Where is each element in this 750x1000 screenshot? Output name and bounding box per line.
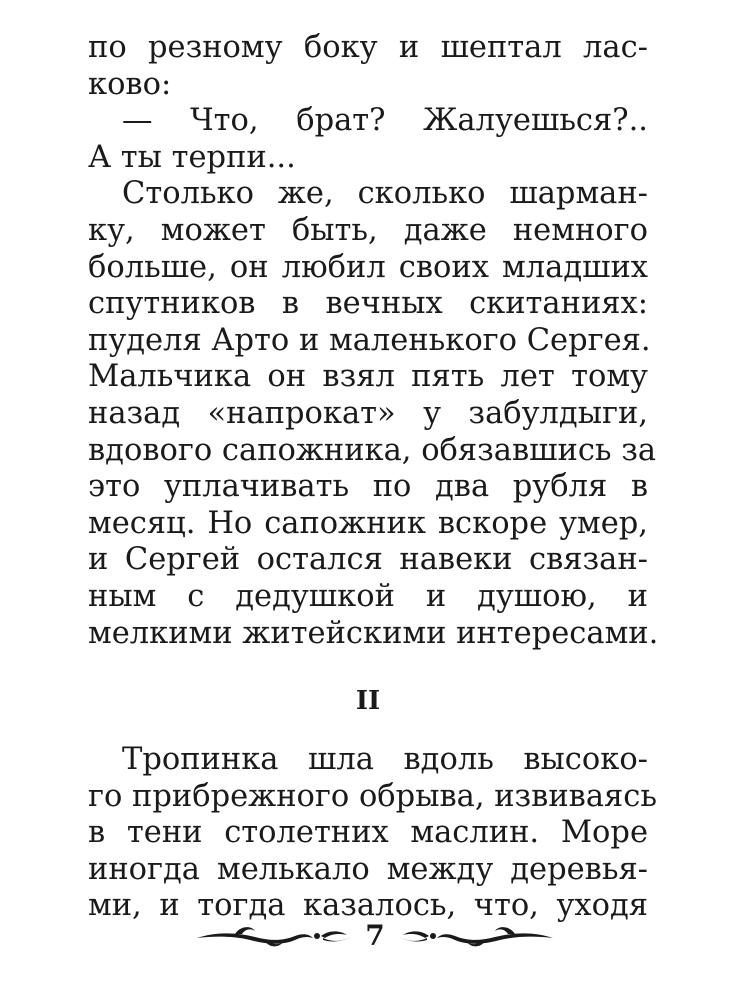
chapter-heading: II: [355, 686, 381, 717]
text-line: месяц. Но сапожник вскоре умер,: [88, 505, 648, 541]
flourish-ornament-icon: [195, 922, 355, 950]
text-line: иногда мелькало между деревья-: [88, 851, 648, 887]
text-line: пуделя Арто и маленького Сергея.: [88, 322, 651, 358]
text-line: спутников в вечных скитаниях:: [88, 286, 648, 322]
page-number: 7: [365, 919, 385, 952]
text-line: по резному боку и шептал лас-: [88, 30, 648, 65]
text-line: Тропинка шла вдоль высоко-: [122, 742, 648, 778]
text-line: ным с дедушкой и душою, и: [88, 578, 648, 614]
book-page-text: [88, 30, 659, 925]
text-line: мелкими житейскими интересами.: [88, 615, 659, 651]
flourish-ornament-icon: [395, 922, 555, 950]
text-line: ми, и тогда казалось, что, уходя: [88, 888, 648, 924]
text-line: ково:: [88, 66, 172, 102]
text-line: и Сергей остался навеки связан-: [88, 542, 648, 578]
text-line: — Что, брат? Жалуешься?..: [122, 103, 648, 139]
text-line: ку, может быть, даже немного: [88, 212, 648, 248]
text-line: в тени столетних маслин. Море: [88, 815, 648, 851]
text-line: больше, он любил своих младших: [88, 249, 648, 285]
text-line: вдового сапожника, обязавшись за: [88, 432, 657, 468]
text-line: го прибрежного обрыва, извиваясь: [88, 778, 657, 814]
text-line: это уплачивать по два рубля в: [88, 469, 648, 505]
text-line: Столько же, сколько шарман-: [122, 176, 648, 212]
page-footer: [0, 918, 750, 958]
text-line: Мальчика он взял пять лет тому: [88, 359, 648, 395]
text-line: назад «напрокат» у забулдыги,: [88, 395, 648, 431]
text-line: А ты терпи...: [88, 139, 296, 175]
